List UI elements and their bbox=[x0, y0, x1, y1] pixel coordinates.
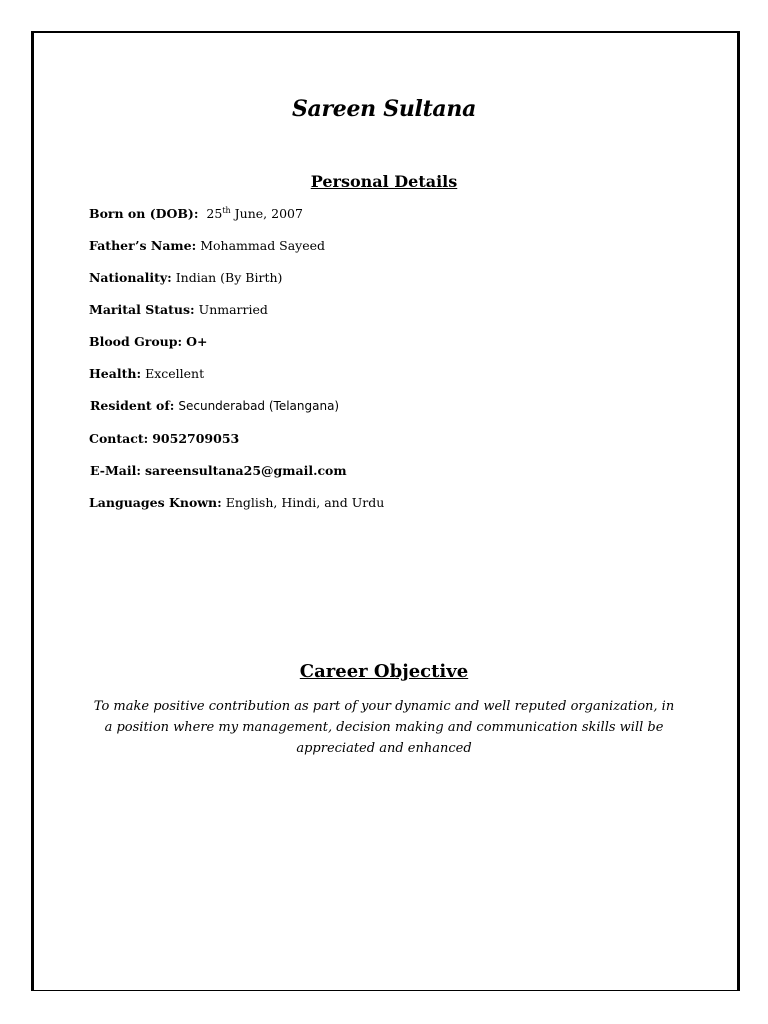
health-label: Health: bbox=[89, 366, 142, 381]
resident-label: Resident of: bbox=[90, 398, 175, 413]
resident-value: Secunderabad (Telangana) bbox=[178, 399, 340, 413]
nationality-value: Indian (By Birth) bbox=[175, 270, 283, 285]
dob-label: Born on (DOB): bbox=[89, 206, 199, 221]
languages-label: Languages Known: bbox=[89, 495, 222, 510]
dob-rest: June, 2007 bbox=[230, 206, 303, 221]
languages-value: English, Hindi, and Urdu bbox=[225, 495, 385, 510]
email-label: E-Mail: bbox=[90, 463, 141, 478]
marital-label: Marital Status: bbox=[89, 302, 195, 317]
health-value: Excellent bbox=[145, 366, 205, 381]
blood-row bbox=[89, 334, 207, 349]
career-objective-text: To make positive contribution as part of your dynamic and well reputed organization, in a position where my management, decision making and communication skills will be appreciated and enhanced bbox=[93, 699, 675, 756]
contact-row bbox=[89, 431, 239, 446]
contact-label: Contact: bbox=[89, 431, 149, 446]
dob-row bbox=[89, 206, 303, 221]
father-row bbox=[89, 238, 325, 253]
father-value: Mohammad Sayeed bbox=[200, 238, 326, 253]
marital-row bbox=[89, 302, 268, 317]
nationality-label: Nationality: bbox=[89, 270, 172, 285]
dob-ordinal: th bbox=[222, 205, 231, 215]
resident-row bbox=[90, 398, 339, 413]
languages-row bbox=[89, 495, 384, 510]
health-row bbox=[89, 366, 204, 381]
email-value[interactable]: sareensultana25@gmail.com bbox=[144, 463, 347, 478]
dob-day: 25 bbox=[206, 206, 223, 221]
nationality-row bbox=[89, 270, 282, 285]
blood-value: O+ bbox=[186, 334, 208, 349]
contact-value: 9052709053 bbox=[152, 431, 240, 446]
father-label: Father’s Name: bbox=[89, 238, 197, 253]
personal-details-heading: Personal Details bbox=[310, 172, 458, 191]
email-row bbox=[90, 463, 347, 478]
marital-value: Unmarried bbox=[198, 302, 268, 317]
career-objective-heading: Career Objective bbox=[299, 661, 469, 682]
blood-label: Blood Group: bbox=[89, 334, 183, 349]
resume-name: Sareen Sultana bbox=[291, 96, 477, 122]
